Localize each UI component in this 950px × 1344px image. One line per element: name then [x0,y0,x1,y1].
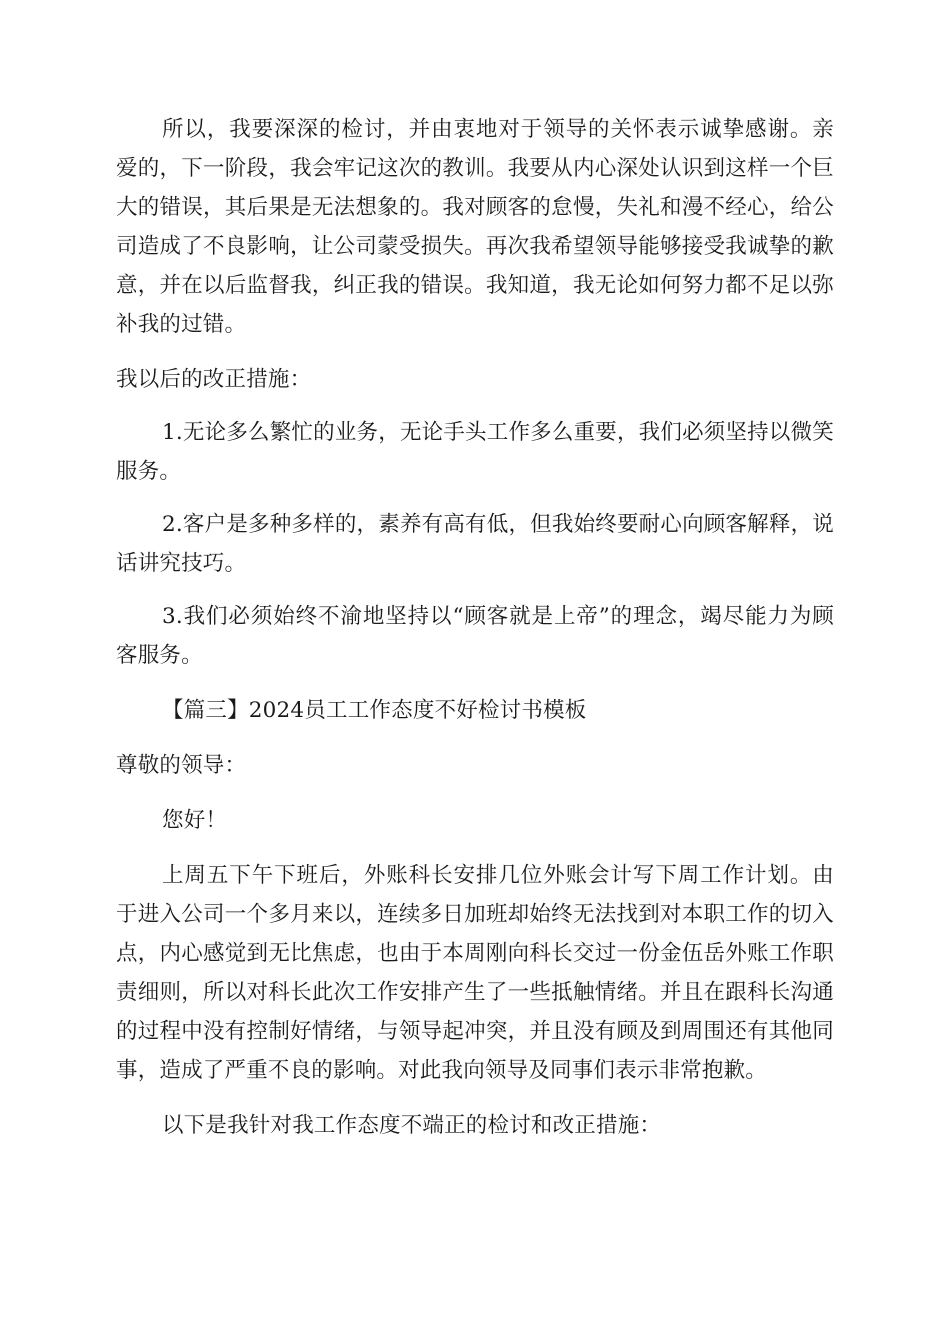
list-item-measure-2: 2.客户是多种多样的，素养有高有低，但我始终要耐心向顾客解释，说话讲究技巧。 [116,512,834,576]
paragraph-apology: 所以，我要深深的检讨，并由衷地对于领导的关怀表示诚挚感谢。亲爱的，下一阶段，我会牢记这次的教训。我要从内心深处认识到这样一个巨大的错误，其后果是无法想象的。我对顾客的怠慢，失礼和漫不经心，给公司造成了不良影响，让公司蒙受损失。再次我希望领导能够接受我诚挚的歉意，并在以后监督我，纠正我的错误。我知道，我无论如何努力都不足以弥补我的过错。 [116,117,834,337]
list-item-measure-1: 1.无论多么繁忙的业务，无论手头工作多么重要，我们必须坚持以微笑服务。 [116,420,834,484]
paragraph-incident: 上周五下午下班后，外账科长安排几位外账会计写下周工作计划。由于进入公司一个多月来以，连续多日加班却始终无法找到对本职工作的切入点，内心感觉到无比焦虑，也由于本周刚向科长交过一份金伍岳外账工作职责细则，所以对科长此次工作安排产生了一些抵触情绪。并且在跟科长沟通的过程中没有控制好情绪，与领导起冲突，并且没有顾及到周围还有其他同事，造成了严重不良的影响。对此我向领导及同事们表示非常抱歉。 [116,863,834,1083]
list-item-measure-3: 3.我们必须始终不渝地坚持以“顾客就是上帝”的理念，竭尽能力为顾客服务。 [116,604,834,668]
paragraph-measures-heading: 我以后的改正措施： [116,367,312,392]
greeting: 您好！ [162,808,228,833]
section-title: 【篇三】2024员工工作态度不好检讨书模板 [162,698,587,723]
paragraph-closing: 以下是我针对我工作态度不端正的检讨和改正措施： [162,1113,662,1138]
salutation: 尊敬的领导： [116,753,247,778]
document-body [116,110,834,1145]
